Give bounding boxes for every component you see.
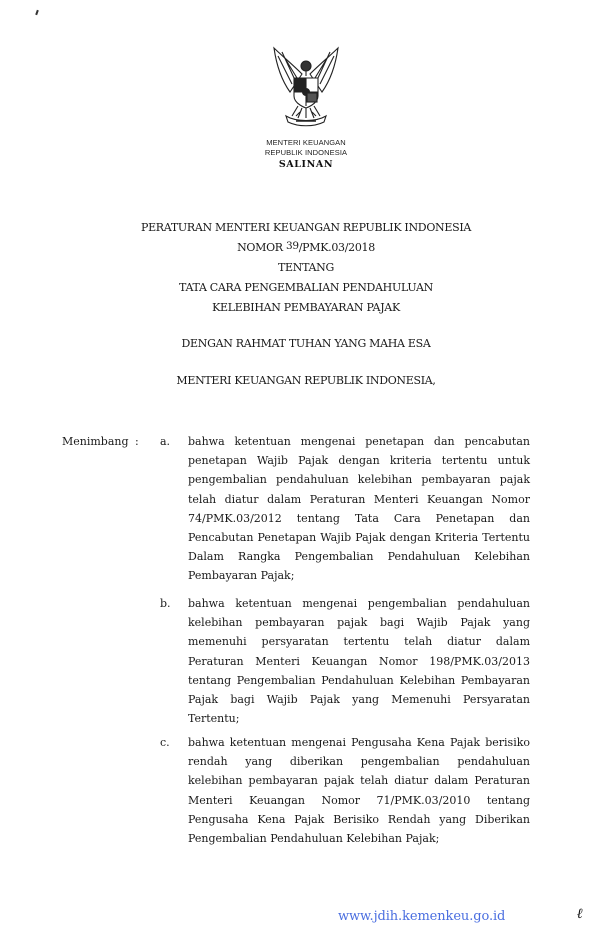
regulation-title [60, 218, 552, 318]
menimbang-colon: : [135, 435, 139, 448]
regulation-number [60, 238, 552, 258]
item-text: bahwa ketentuan mengenai penetapan dan pencabutan penetapan Wajib Pajak dengan kriteria tertentu untuk pengembalian pendahuluan kelebihan pembayaran pajak telah diatur dalam Peraturan Menteri Keuangan Nomor 74/PMK.03/2012 tentang Tata Cara Penetapan dan Pencabutan Penetapan Wajib Pajak dengan Kriteria Tertentu Dalam Rangka Pengembalian Pendahuluan Kelebihan Pembayaran Pajak; [188, 435, 530, 583]
nomor-prefix: NOMOR [237, 241, 283, 254]
ministry-line-2: REPUBLIK INDONESIA [264, 148, 348, 157]
nomor-suffix: /PMK.03/2018 [298, 241, 375, 254]
menimbang-label: Menimbang [62, 435, 129, 448]
jdih-website-link[interactable]: www.jdih.kemenkeu.go.id [338, 909, 506, 924]
invocation: DENGAN RAHMAT TUHAN YANG MAHA ESA [181, 337, 431, 350]
ministry-header [246, 138, 366, 158]
title-line-4: TATA CARA PENGEMBALIAN PENDAHULUAN [179, 281, 433, 294]
garuda-emblem-icon [262, 44, 350, 132]
title-line-5: KELEBIHAN PEMBAYARAN PAJAK [212, 301, 400, 314]
item-text: bahwa ketentuan mengenai pengembalian pendahuluan kelebihan pembayaran pajak bagi Wajib Pajak yang memenuhi persyaratan tertentu telah diatur dalam Peraturan Menteri Keuangan Nomor 198/PMK.03/2013 tentang Pengembalian Pendahuluan Kelebihan Pembayaran Pajak bagi Wajib Pajak yang Memenuhi Persyaratan Tertentu; [188, 597, 530, 726]
page-mark: ℓ [577, 906, 583, 922]
item-text: bahwa ketentuan mengenai Pengusaha Kena Pajak berisiko rendah yang diberikan pengembalian pendahuluan kelebihan pembayaran pajak telah diatur dalam Peraturan Menteri Keuangan Nomor 71/PMK.03/2010 tentang Pengusaha Kena Pajak Berisiko Rendah yang Diberikan Pengembalian Pendahuluan Kelebihan Pajak; [188, 736, 530, 846]
item-letter: a. [160, 435, 171, 448]
item-letter: b. [160, 597, 171, 610]
scan-artifact [35, 10, 39, 15]
issuer: MENTERI KEUANGAN REPUBLIK INDONESIA, [176, 374, 436, 387]
title-tentang: TENTANG [278, 261, 334, 274]
ministry-line-1: MENTERI KEUANGAN [266, 138, 346, 147]
salinan-stamp: SALINAN [278, 159, 334, 170]
nomor-value: 39 [285, 240, 299, 252]
item-letter: c. [160, 736, 170, 749]
title-line-1: PERATURAN MENTERI KEUANGAN REPUBLIK INDONESIA [140, 221, 472, 234]
